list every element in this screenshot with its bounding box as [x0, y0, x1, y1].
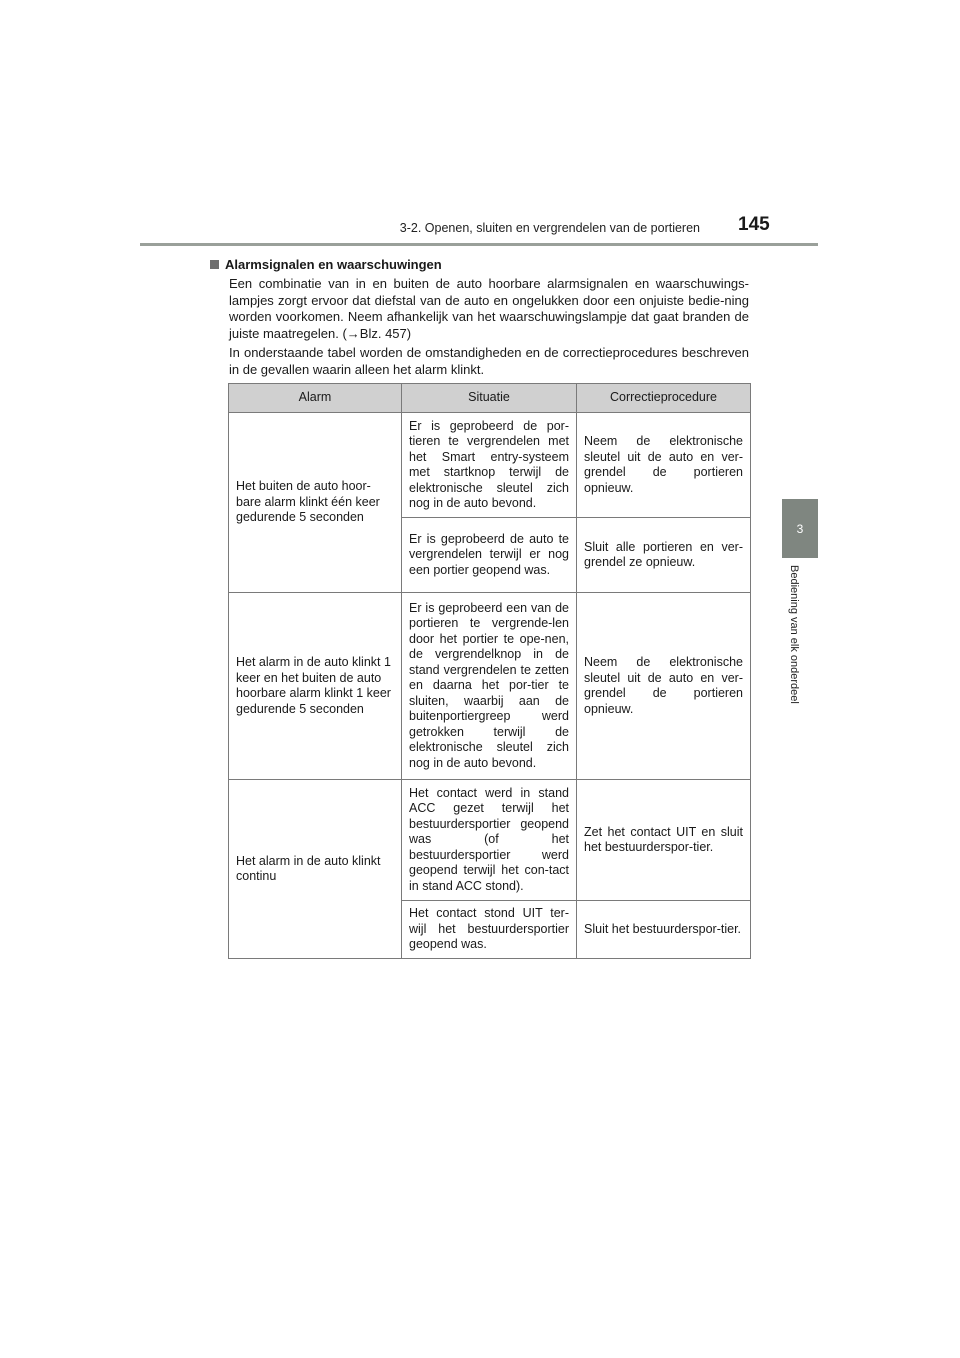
header-divider	[140, 243, 818, 246]
section-heading-text: Alarmsignalen en waarschuwingen	[225, 257, 442, 272]
table-row	[229, 413, 751, 518]
alarm-table	[228, 383, 751, 959]
column-header-procedure: Correctieprocedure	[577, 384, 751, 413]
situation-cell: Het contact werd in stand ACC gezet terwijl het bestuurdersportier geopend was (of het bestuurdersportier werd geopend terwijl het con-tact in stand ACC stond).	[402, 780, 577, 901]
alarm-cell: Het alarm in de auto klinkt 1 keer en het buiten de auto hoorbare alarm klinkt 1 keer gedurende 5 seconden	[229, 593, 402, 780]
situation-cell: Het contact stond UIT ter-wijl het bestuurdersportier geopend was.	[402, 901, 577, 959]
page-number: 145	[738, 214, 770, 235]
alarm-cell: Het buiten de auto hoor-bare alarm klinkt één keer gedurende 5 seconden	[229, 413, 402, 593]
situation-cell: Er is geprobeerd een van de portieren te vergrende-len door het portier te ope-nen, de vergrendelknop in de stand vergrendelen te zetten en daarna het por-tier te sluiten, waarbij aan de buitenportiergreep werd getrokken terwijl de elektronische sleutel zich nog in de auto bevond.	[402, 593, 577, 780]
running-header: 3-2. Openen, sluiten en vergrendelen van de portieren	[399, 221, 700, 235]
procedure-cell: Neem de elektronische sleutel uit de auto en ver-grendel de portieren opnieuw.	[577, 593, 751, 780]
column-header-alarm: Alarm	[229, 384, 402, 413]
section-heading	[210, 257, 442, 272]
column-header-situation: Situatie	[402, 384, 577, 413]
intro-paragraph: Een combinatie van in en buiten de auto hoorbare alarmsignalen en waarschuwings-lampjes zorgt ervoor dat diefstal van de auto en ongelukken door een onjuiste bedie-ning worden voorkomen. Neem afhankelijk van het waarschuwingslampje dat gaat branden de juiste maatregelen. (→Blz. 457)	[229, 276, 749, 341]
table-row	[229, 593, 751, 780]
procedure-cell: Neem de elektronische sleutel uit de auto en ver-grendel de portieren opnieuw.	[577, 413, 751, 518]
procedure-cell: Zet het contact UIT en sluit het bestuurderspor-tier.	[577, 780, 751, 901]
chapter-label: Bediening van elk onderdeel	[788, 565, 800, 704]
situation-cell: Er is geprobeerd de auto te vergrendelen terwijl er nog een portier geopend was.	[402, 518, 577, 593]
bullet-square-icon	[210, 260, 219, 269]
table-row	[229, 780, 751, 901]
procedure-cell: Sluit alle portieren en ver-grendel ze opnieuw.	[577, 518, 751, 593]
table-header-row	[229, 384, 751, 413]
situation-cell: Er is geprobeerd de por-tieren te vergrendelen met het Smart entry-systeem met startknop terwijl de elektronische sleutel zich nog in de auto bevond.	[402, 413, 577, 518]
chapter-tab: 3	[782, 499, 818, 558]
procedure-cell: Sluit het bestuurderspor-tier.	[577, 901, 751, 959]
table-intro-paragraph: In onderstaande tabel worden de omstandigheden en de correctieprocedures beschreven in de gevallen waarin alleen het alarm klinkt.	[229, 345, 749, 377]
alarm-cell: Het alarm in de auto klinkt continu	[229, 780, 402, 959]
